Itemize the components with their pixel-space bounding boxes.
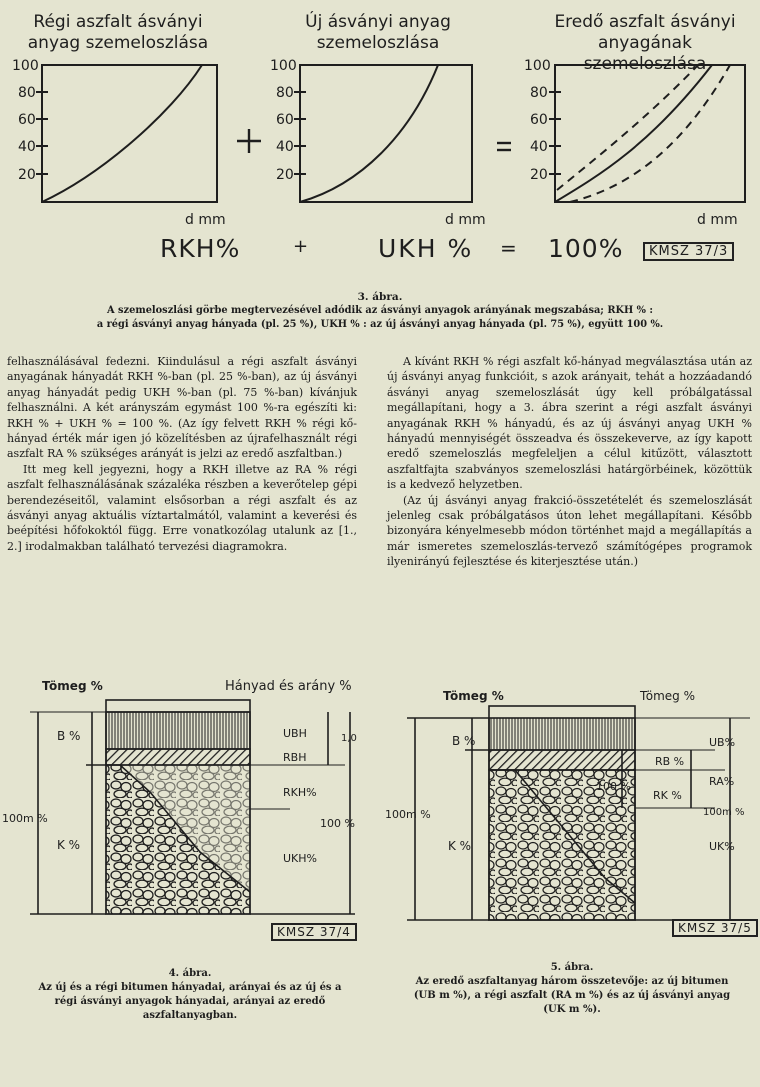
chart3-ytick-40: 40 [530, 139, 548, 155]
right-column [387, 354, 752, 570]
fig5-label-total-right: 100m % [703, 807, 745, 818]
chart1-ytick-80: 80 [18, 85, 36, 101]
figure3-code: KMSZ 37/3 [643, 242, 734, 261]
figure5-caption-line1: Az eredő aszfaltanyag három összetevője: az új bitumen [415, 976, 729, 987]
chart2-ytick-100: 100 [270, 58, 297, 74]
fig4-label-pct: 100 % [320, 817, 355, 830]
equation-plus: + [293, 236, 309, 257]
equation-result: 100% [548, 234, 624, 263]
figure4-caption-line3: aszfaltanyagban. [142, 1010, 238, 1021]
chart2-title-line2: szemeloszlása [316, 33, 440, 53]
chart1-title [18, 12, 218, 54]
fig4-label-RBH: RBH [283, 751, 307, 764]
fig5-label-pct: 100 % [596, 780, 631, 793]
chart1-title-line2: anyag szemeloszlása [27, 33, 209, 53]
fig5-label-K: K % [448, 839, 472, 853]
fig5-header-left: Tömeg % [443, 689, 504, 703]
figure5-code: KMSZ 37/5 [672, 919, 758, 937]
fig4-header-right: Hányad és arány % [225, 679, 352, 694]
figure4-caption [20, 967, 360, 1023]
fig4-label-K: K % [57, 838, 81, 852]
chart1-ytick-20: 20 [18, 167, 36, 183]
chart-ticks [36, 92, 561, 174]
fig5-old-bitumen-layer [489, 750, 635, 770]
figure5-caption [392, 961, 752, 1017]
fig4-new-bitumen-layer [106, 712, 250, 749]
fig4-label-one: 1,0 [341, 733, 357, 744]
left-paragraph-2: Itt meg kell jegyezni, hogy a RKH illetve az RA % régi aszfalt felhasználásának százaléka részben a keverőtelep gépi berendezéseitől, valamint elsősorban a régi aszfalt és az ásványi anyag aktuális víztartalmától, valamint a keverési és beépítési hőfokoktól függ. Erre vonatkozólag utalunk az [1., 2.] irodalmakban található tervezési diagramokra. [7, 462, 357, 553]
chart3-upper-limit [557, 65, 698, 190]
left-column [7, 354, 357, 554]
chart2-ytick-20: 20 [276, 167, 294, 183]
chart3-ytick-20: 20 [530, 167, 548, 183]
chart2-title [278, 12, 478, 54]
chart2-title-line1: Új ásványi anyag [305, 12, 451, 32]
figure4-caption-line2: régi ásványi anyagok hányadai, arányai az eredő [54, 996, 326, 1007]
fig5-label-RA: RA% [709, 775, 735, 788]
fig4-new-aggregate [106, 765, 250, 914]
right-paragraph-2: (Az új ásványi anyag frakció-összetételét és szemeloszlását jelenleg csak próbálgatásos úton lehet megállapítani. Később bizonyára kényelmesebb módon történhet majd a megállapítás a már ismeretes szemeloszlás-tervező számítógépes programok ilyenirányú fejlesztése és kiterjesztése után.) [387, 493, 752, 569]
chart2-frame [300, 65, 472, 202]
chart1-curve [42, 65, 202, 202]
fig4-header-left: Tömeg % [42, 679, 103, 693]
equation-equals: = [500, 236, 517, 260]
figure4-diagram [0, 672, 380, 952]
fig5-label-UK: UK% [709, 840, 735, 853]
chart2-xlabel: d mm [445, 212, 486, 228]
figure3-charts [0, 55, 760, 230]
chart2-curve [300, 65, 438, 202]
fig4-label-B: B % [57, 729, 81, 743]
chart2-ytick-40: 40 [276, 139, 294, 155]
figure5-caption-line2: (UB m %), a régi aszfalt (RA m %) és az új ásványi anyag [413, 990, 731, 1001]
chart3-title-line1: Eredő aszfalt ásványi [554, 12, 736, 32]
fig5-new-bitumen-layer [489, 718, 635, 750]
figure4-code: KMSZ 37/4 [271, 923, 357, 941]
figure4-caption-number: 4. ábra. [168, 968, 212, 979]
right-paragraph-1: A kívánt RKH % régi aszfalt kő-hányad megválasztása után az új ásványi anyag funkcióit, s azok arányait, tehát a hozzáadandó ásványi anyag szemeloszlását úgy kell próbálgatással megállapítani, hogy a 3. ábra szerint a régi aszfalt ásványi anyagának RKH % hányadú, és az új ásványi anyag UKH % hányadú mennyiségét összeadva és összekeverve, az így kapott eredő szemeloszlás megfeleljen a célul kitűzött, választott aszfaltfajta szabványos szemeloszlási határgörbéinek, közöttük is a kedvező helyzetben. [387, 355, 752, 492]
chart3-ytick-80: 80 [530, 85, 548, 101]
figure5-caption-number: 5. ábra. [550, 962, 594, 973]
equation-rkh: RKH% [160, 234, 241, 263]
chart1-frame [42, 65, 217, 202]
fig4-label-RKH: RKH% [283, 786, 317, 799]
chart2-ytick-80: 80 [276, 85, 294, 101]
equation-ukh: UKH % [378, 234, 474, 263]
chart1-ytick-60: 60 [18, 112, 36, 128]
fig5-label-UB: UB% [709, 736, 736, 749]
chart3-xlabel: d mm [697, 212, 738, 228]
figure3-caption-number: 3. ábra. [357, 291, 403, 303]
chart1-ytick-100: 100 [12, 58, 39, 74]
chart1-ytick-40: 40 [18, 139, 36, 155]
chart1-title-line1: Régi aszfalt ásványi [33, 12, 203, 32]
chart3-curve [555, 65, 712, 202]
fig5-label-B: B % [452, 734, 476, 748]
figure3-caption-line2: a régi ásványi anyag hányada (pl. 25 %), UKH % : az új ásványi anyag hányada (pl. 75 %), együtt 100 %. [96, 319, 664, 330]
chart1-xlabel: d mm [185, 212, 226, 228]
figure4-caption-line1: Az új és a régi bitumen hányadai, arányai és az új és a [38, 982, 342, 993]
fig4-label-total: 100m % [2, 812, 48, 825]
fig5-label-RK: RK % [653, 789, 682, 802]
chart3-ytick-100: 100 [524, 58, 551, 74]
chart2-ytick-60: 60 [276, 112, 294, 128]
fig5-label-RB: RB % [655, 755, 685, 768]
fig5-header-right: Tömeg % [640, 689, 696, 703]
figure3-caption-line1: A szemeloszlási görbe megtervezésével adódik az ásványi anyagok arányának megszabása; RKH % : [107, 305, 653, 316]
figure3-caption [10, 290, 750, 332]
chart3-ytick-60: 60 [530, 112, 548, 128]
figure5-diagram [385, 678, 757, 948]
left-paragraph-1: felhasználásával fedezni. Kiindulásul a régi aszfalt ásványi anyagának hányadát RKH %-ban (pl. 25 %-ban), az új ásványi anyag hányadát pedig UKH %-ban (pl. 75 %-ban) kívánjuk felhasználni. A két arányszám egymást 100 %-ra egészíti ki: RKH % + UKH % = 100 %. (Az így felvett RKH % régi kő-hányad érték már igen jó közelítésben az újrafelhasznált régi aszfalt RA % szükséges arányát is jelzi az eredő aszfaltban.) [7, 355, 357, 461]
figure5-caption-line3: (UK m %). [543, 1004, 601, 1015]
fig4-label-UBH: UBH [283, 727, 307, 740]
chart3-title-line2: anyagának szemeloszlása [583, 33, 707, 74]
fig5-label-total: 100m % [385, 808, 431, 821]
fig4-label-UKH: UKH% [283, 852, 317, 865]
fig4-old-bitumen-layer [106, 749, 250, 765]
